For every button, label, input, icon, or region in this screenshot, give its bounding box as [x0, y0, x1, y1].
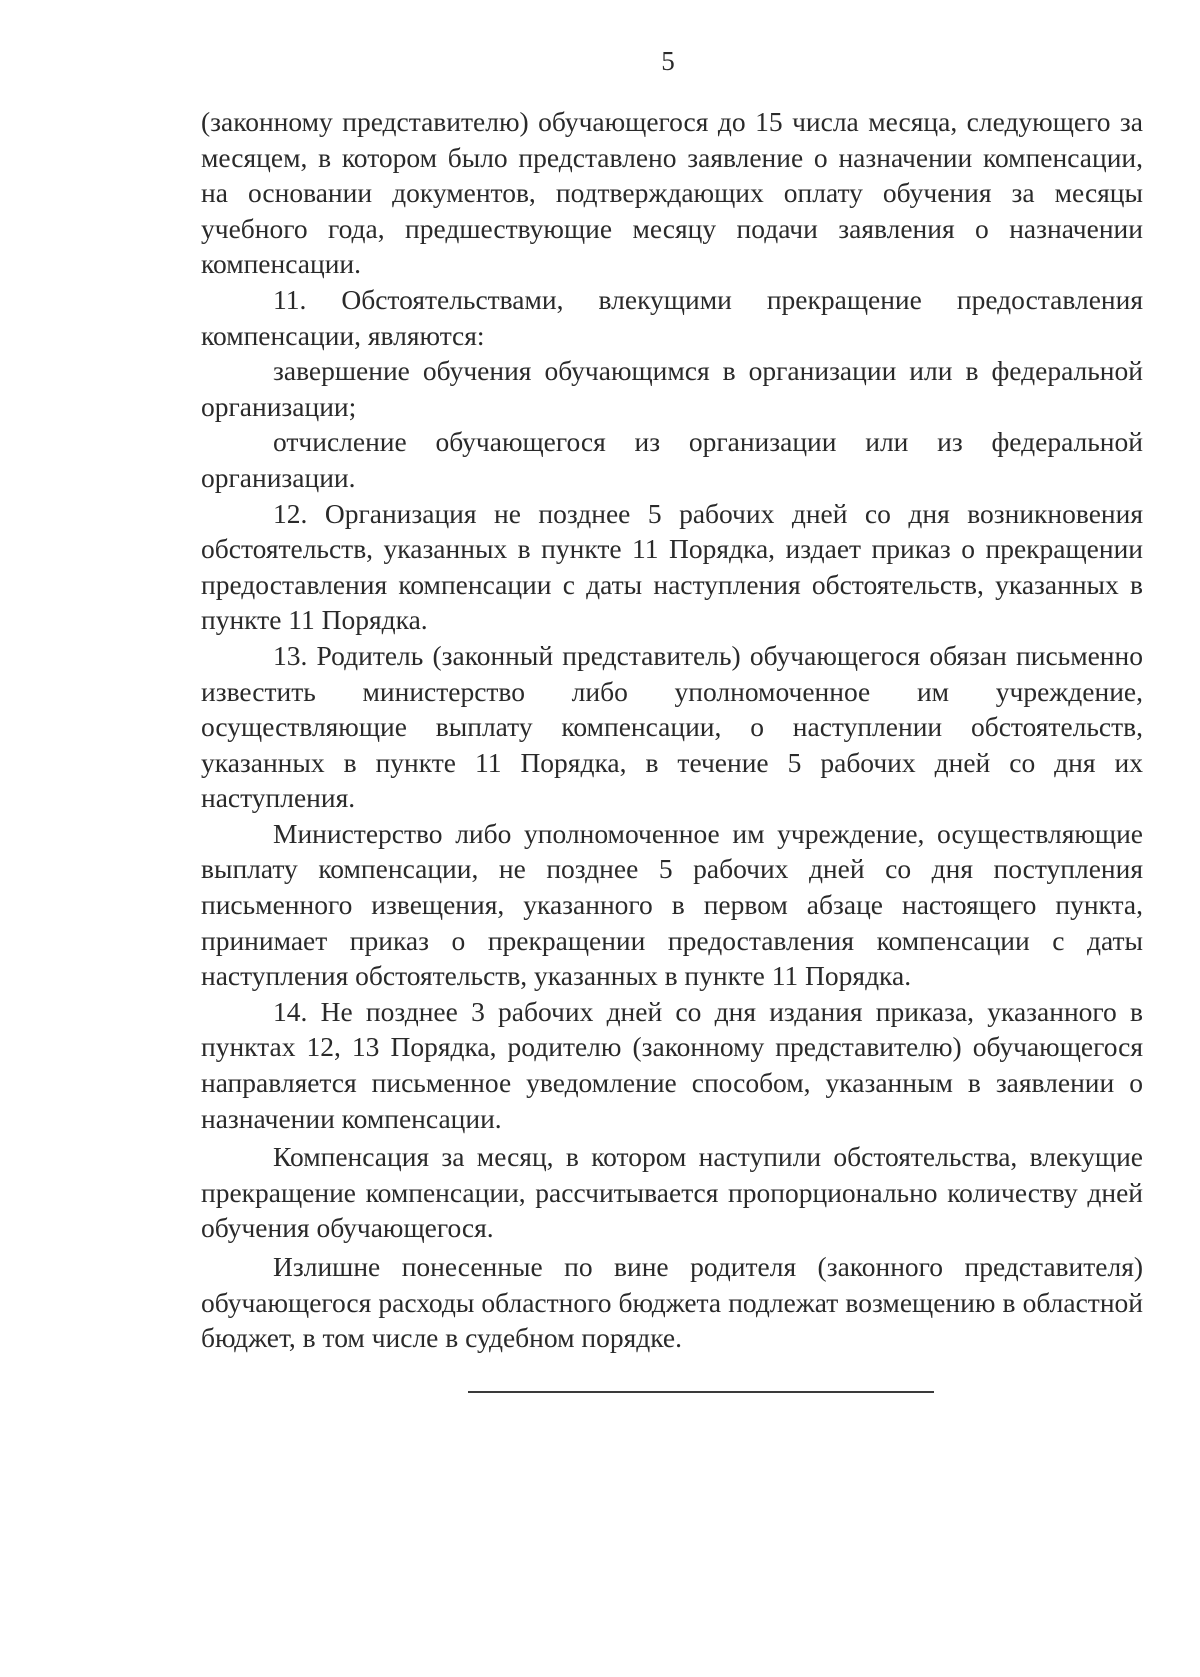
closing-divider-line	[468, 1391, 934, 1393]
paragraph-item-12: 12. Организация не позднее 5 рабочих дней со дня возникновения обстоятельств, указанных в пункте 11 Порядка, издает приказ о прекращении предоставления компенсации с даты наступления обстоятельств, указанных в пункте 11 Порядка.	[201, 497, 1143, 636]
paragraph-item-11-case-completion: завершение обучения обучающимся в организации или в федеральной организации;	[201, 355, 1143, 422]
page-number: 5	[661, 46, 675, 76]
paragraph-item-11-case-expulsion: отчисление обучающегося из организации или из федеральной организации.	[201, 426, 1143, 493]
paragraph-item-13-ministry: Министерство либо уполномоченное им учреждение, осуществляющие выплату компенсации, не позднее 5 рабочих дней со дня поступления письменного извещения, указанного в первом абзаце настоящего пункта, принимает приказ о прекращении предоставления компенсации с даты наступления обстоятельств, указанных в пункте 11 Порядка.	[201, 817, 1143, 992]
paragraph-item-14-reimbursement: Излишне понесенные по вине родителя (законного представителя) обучающегося расходы областного бюджета подлежат возмещению в областной бюджет, в том числе в судебном порядке.	[201, 1251, 1143, 1354]
document-body	[201, 104, 1143, 1356]
paragraph-item-14-compensation: Компенсация за месяц, в котором наступили обстоятельства, влекущие прекращение компенсации, рассчитывается пропорционально количеству дней обучения обучающегося.	[201, 1141, 1143, 1244]
paragraph-item-14: 14. Не позднее 3 рабочих дней со дня издания приказа, указанного в пунктах 12, 13 Порядка, родителю (законному представителю) обучающегося направляется письменное уведомление способом, указанным в заявлении о назначении компенсации.	[201, 995, 1143, 1134]
paragraph-item-11: 11. Обстоятельствами, влекущими прекращение предоставления компенсации, являются:	[201, 283, 1143, 351]
paragraph-item-13: 13. Родитель (законный представитель) обучающегося обязан письменно известить министерство либо уполномоченное им учреждение, осуществляющие выплату компенсации, о наступлении обстоятельств, указанных в пункте 11 Порядка, в течение 5 рабочих дней со дня их наступления.	[201, 639, 1143, 814]
paragraph-payment-deadline: (законному представителю) обучающегося до 15 числа месяца, следующего за месяцем, в котором было представлено заявление о назначении компенсации, на основании документов, подтверждающих оплату обучения за месяцы учебного года, предшествующие месяцу подачи заявления о назначении компенсации.	[201, 106, 1143, 280]
